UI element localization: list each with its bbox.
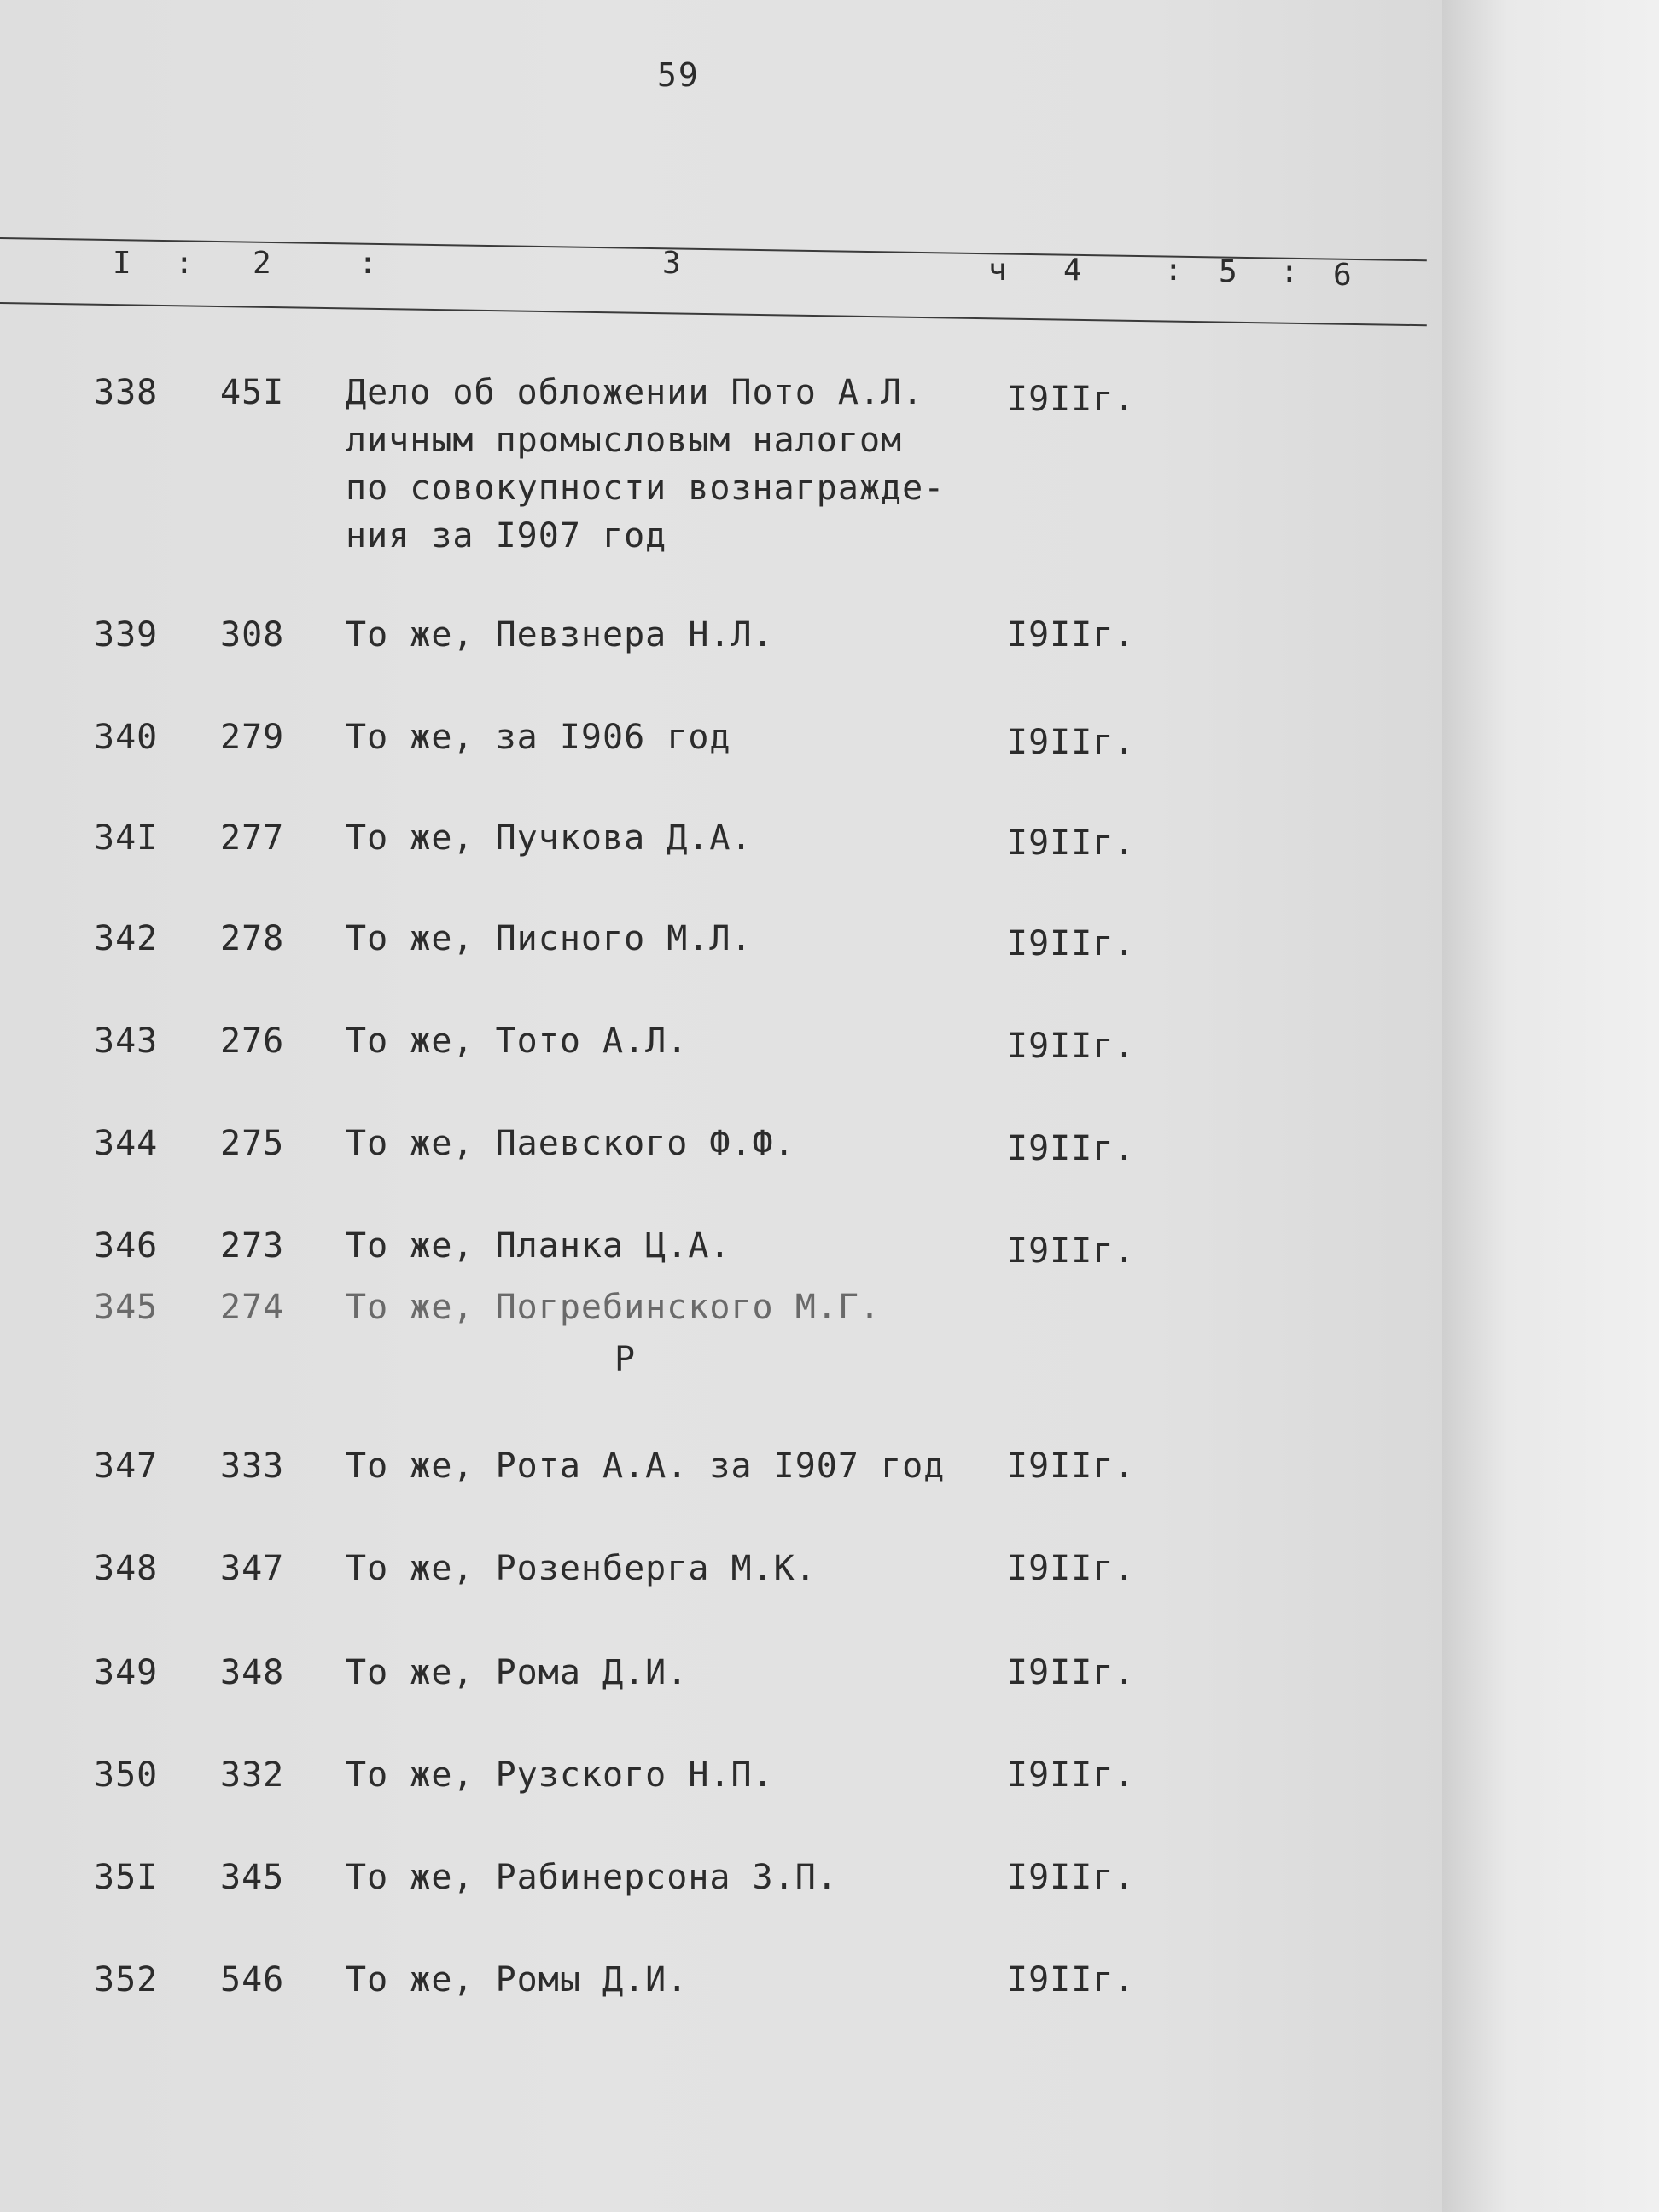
row-number: 34I [94,818,159,858]
row-year: I9IIг. [1007,1755,1136,1795]
row-number: 346 [94,1226,159,1266]
table-header [0,246,1442,297]
header-col-5: 5 [1219,254,1237,289]
row-title-line: То же, Рабинерсона З.П. [346,1858,838,1897]
row-year: I9IIг. [1007,380,1136,419]
row-number: 338 [94,373,159,412]
page-number: 59 [657,56,700,94]
row-year: I9IIг. [1007,1653,1136,1692]
row-year: I9IIг. [1007,1231,1136,1271]
row-title-line: То же, Розенберга М.К. [346,1549,817,1588]
row-file-number: 274 [220,1288,285,1327]
header-col-4: 4 [1063,253,1082,288]
header-col-3: 3 [662,246,681,281]
row-title-line: То же, Пучкова Д.А. [346,818,753,858]
row-year: I9IIг. [1007,1960,1136,2000]
row-file-number: 345 [220,1858,285,1897]
header-separator: : [358,246,377,281]
row-number: 339 [94,615,159,655]
row-year: I9IIг. [1007,824,1136,863]
row-file-number: 45I [220,373,285,412]
row-title-line: То же, Рузского Н.П. [346,1755,774,1795]
row-file-number: 333 [220,1447,285,1486]
row-title-line: по совокупности вознагражде- [346,469,946,508]
row-number: 35I [94,1858,159,1897]
row-number: 349 [94,1653,159,1692]
row-title-line: То же, Певзнера Н.Л. [346,615,774,655]
row-file-number: 278 [220,919,285,958]
row-year: I9IIг. [1007,1027,1136,1066]
row-file-number: 546 [220,1960,285,2000]
header-separator: ч [988,253,1007,288]
row-year: I9IIг. [1007,924,1136,963]
row-file-number: 348 [220,1653,285,1692]
row-title-line: То же, Ромы Д.И. [346,1960,689,2000]
row-number: 342 [94,919,159,958]
row-number: 343 [94,1022,159,1061]
header-col-1: I [113,246,131,281]
row-number: 350 [94,1755,159,1795]
row-number: 340 [94,718,159,757]
row-number: 347 [94,1447,159,1486]
header-separator: : [1280,254,1299,289]
background-surface [1442,0,1659,2212]
header-separator: : [175,246,194,281]
row-title-line: То же, Писного М.Л. [346,919,753,958]
row-file-number: 273 [220,1226,285,1266]
row-year: I9IIг. [1007,723,1136,762]
row-number: 348 [94,1549,159,1588]
row-title-line: То же, Погребинского М.Г. [346,1288,882,1327]
row-title-line: То же, Планка Ц.А. [346,1226,731,1266]
row-file-number: 332 [220,1755,285,1795]
row-title-line: То же, Рота А.А. за I907 год [346,1447,946,1486]
row-file-number: 308 [220,615,285,655]
row-title-line: ния за I907 год [346,516,667,556]
row-title-line: Дело об обложении Пото А.Л. [346,373,924,412]
row-year: I9IIг. [1007,1129,1136,1168]
row-title-line: То же, Паевского Ф.Ф. [346,1124,795,1163]
row-file-number: 279 [220,718,285,757]
row-title-line: личным промысловым налогом [346,421,903,460]
section-letter: Р [614,1340,636,1379]
row-file-number: 275 [220,1124,285,1163]
row-file-number: 277 [220,818,285,858]
header-separator: : [1164,253,1183,288]
row-title-line: То же, Тото А.Л. [346,1022,689,1061]
header-col-2: 2 [253,246,271,281]
row-year: I9IIг. [1007,1549,1136,1588]
row-year: I9IIг. [1007,615,1136,655]
row-file-number: 347 [220,1549,285,1588]
row-file-number: 276 [220,1022,285,1061]
row-year: I9IIг. [1007,1447,1136,1486]
row-title-line: То же, за I906 год [346,718,731,757]
header-col-6: 6 [1333,258,1352,293]
row-number: 352 [94,1960,159,2000]
row-number: 345 [94,1288,159,1327]
row-number: 344 [94,1124,159,1163]
row-year: I9IIг. [1007,1858,1136,1897]
row-title-line: То же, Рома Д.И. [346,1653,689,1692]
